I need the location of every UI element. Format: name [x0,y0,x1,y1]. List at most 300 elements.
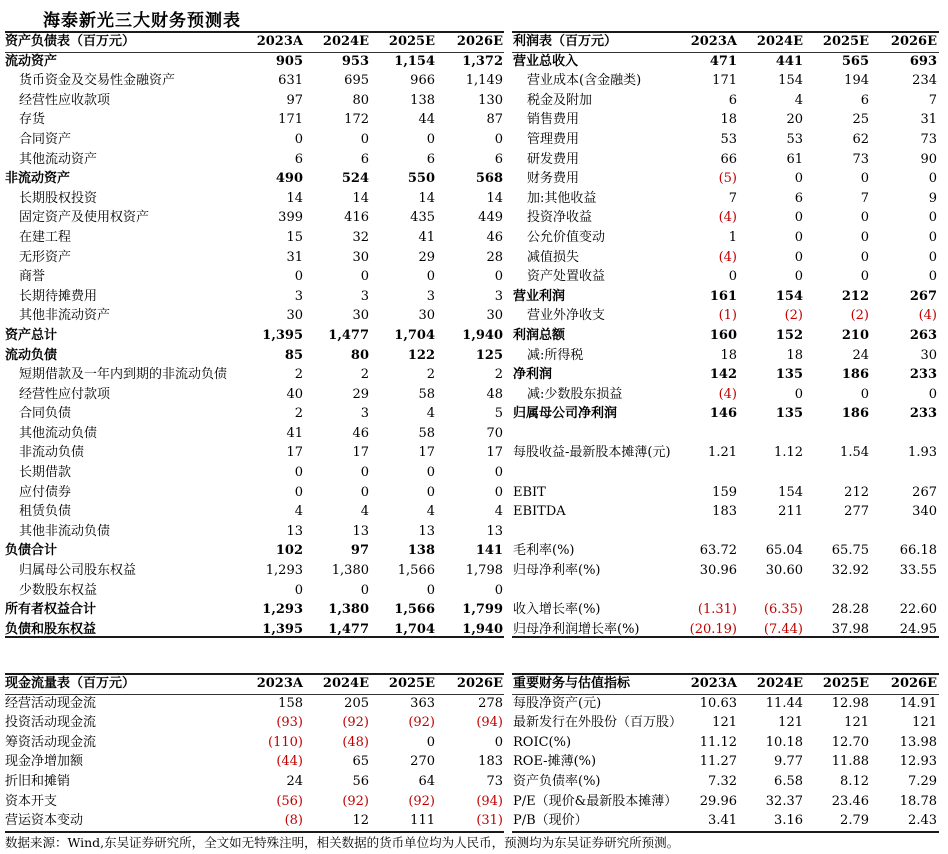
table-row [513,365,937,385]
table-row [5,600,503,620]
row-value: 14 [486,190,503,206]
table-row [513,483,937,503]
row-value: 56 [352,773,369,789]
row-label: 其他非流动负债 [19,523,111,539]
row-label: 销售费用 [527,112,580,128]
row-label: 长期借款 [19,465,72,481]
row-value: 135 [775,367,803,383]
row-label: 最新发行在外股份（百万股） [513,715,683,731]
row-value: 6 [860,92,869,108]
row-value: 61 [786,151,803,167]
row-value: 2 [494,367,503,383]
row-value: 46 [486,229,503,245]
row-value: 0 [426,269,435,285]
row-value: 267 [912,484,937,500]
row-value: 6 [794,190,803,206]
row-value: 135 [775,406,803,422]
row-label: 营业成本(含金融类) [527,73,642,89]
table-row [513,267,937,287]
table-row [5,792,503,812]
row-value: 1 [728,229,737,245]
row-value: 18 [786,347,803,363]
row-value: 146 [709,406,737,422]
row-value: (4) [718,210,737,226]
row-value: 2 [426,367,435,383]
row-value: 23.46 [831,793,869,809]
table-row [5,91,503,111]
table-row [513,694,937,714]
row-value: 28 [486,249,503,265]
row-value: 0 [494,131,503,147]
row-value: 30 [920,347,937,363]
row-value: 441 [775,53,803,69]
table-row [5,248,503,268]
row-value [803,581,869,601]
row-label: 商誉 [19,269,46,285]
row-value: 73 [852,151,869,167]
row-value: 3 [294,288,303,304]
row-value: 40 [286,386,303,402]
table-header-row [5,32,503,52]
row-value: 0 [494,734,503,750]
row-value: 37.98 [831,621,869,637]
row-label: 现金净增加额 [5,754,84,770]
row-label: 其他流动负债 [19,425,98,441]
row-value: 6 [494,151,503,167]
row-value: 13.98 [899,734,937,750]
header-year: 2023A [690,676,737,691]
row-label: ROIC(%) [513,734,572,750]
row-label: 流动资产 [5,53,58,69]
row-label: P/E（现价&最新股本摊薄） [513,793,678,809]
row-value: 6 [728,92,737,108]
row-value: 10.18 [765,734,803,750]
row-value: 12.70 [831,734,869,750]
row-value: (7.44) [763,621,803,637]
header-title: 利润表（百万元） [513,34,618,49]
row-value: 2 [360,367,369,383]
table-row [5,52,503,72]
row-value: 0 [860,386,869,402]
row-value: 24 [286,773,303,789]
row-label: 长期待摊费用 [19,288,98,304]
row-value: 66.18 [899,543,937,559]
row-value: (31) [476,813,503,829]
row-value: 0 [426,484,435,500]
table-row [513,385,937,405]
table-row [5,620,503,640]
row-label: 利润总额 [513,327,566,343]
row-value: 1,380 [331,563,369,579]
indicators-table [513,674,937,831]
row-value: 73 [920,131,937,147]
table-header-row [513,674,937,694]
row-value: 130 [478,92,503,108]
row-value: 15 [286,229,303,245]
row-value: (4) [718,249,737,265]
row-value: (110) [268,734,303,750]
row-value: 161 [709,288,737,304]
row-label: 筹资活动现金流 [5,734,97,750]
row-label: 减:少数股东损益 [527,386,623,402]
row-value: 0 [794,171,803,187]
row-label: 负债和股东权益 [5,621,97,637]
table-row [5,483,503,503]
row-value: 1,704 [394,621,435,637]
row-label: 营业利润 [513,288,566,304]
header-year: 2024E [756,34,803,49]
row-value: 1.21 [708,445,737,461]
table-row [5,169,503,189]
table-row [5,189,503,209]
table-row [5,811,503,831]
row-value: 7 [928,92,937,108]
row-value [737,522,803,542]
cashflow-table [5,674,503,831]
table-row [5,424,503,444]
row-value: 1,566 [394,602,435,618]
row-value: 30 [352,249,369,265]
row-value: 158 [278,695,303,711]
header-year: 2025E [388,676,435,691]
row-value: 2 [294,367,303,383]
row-label: 每股净资产(元) [513,695,602,711]
row-value: 25 [852,112,869,128]
row-value: 0 [928,229,937,245]
row-value: 160 [709,327,737,343]
row-label: 流动负债 [5,347,58,363]
row-value: 3 [360,406,369,422]
row-label: 长期股权投资 [19,190,98,206]
row-value: 31 [286,249,303,265]
row-value: (1.31) [697,602,737,618]
row-value: 62 [852,131,869,147]
row-value: 32.37 [765,793,803,809]
row-value: 1,799 [462,602,503,618]
table-row [5,306,503,326]
row-value: 2.79 [840,813,869,829]
row-label: P/B（现价） [513,813,588,829]
row-value: 28.28 [831,602,869,618]
row-value: 18 [720,112,737,128]
row-label: 营运资本变动 [5,813,84,829]
row-value: 58 [418,425,435,441]
row-label: 应付债券 [19,484,72,500]
header-year: 2023A [256,34,303,49]
row-value: 18 [720,347,737,363]
row-value: 7.29 [908,773,937,789]
row-value: 471 [709,53,737,69]
table-row [513,306,937,326]
row-value: 121 [844,715,869,731]
row-value: 20 [786,112,803,128]
row-value: 0 [794,249,803,265]
row-value: 154 [778,484,803,500]
header-year: 2026E [456,676,503,691]
row-value: 4 [360,504,369,520]
row-value: (4) [918,308,937,324]
row-value: 0 [794,386,803,402]
header-year: 2025E [388,34,435,49]
row-value [803,522,869,542]
row-value: 171 [712,73,737,89]
row-label: 研发费用 [527,151,580,167]
row-value: 29.96 [699,793,737,809]
table-row [5,130,503,150]
row-value: 159 [712,484,737,500]
row-value: 18.78 [899,793,937,809]
row-value: 1.93 [908,445,937,461]
row-label: 折旧和摊销 [5,773,71,789]
row-value: 0 [794,229,803,245]
row-value: (2) [850,308,869,324]
row-value: (92) [342,715,369,731]
row-value: 172 [344,112,369,128]
table-row [513,91,937,111]
row-value: 183 [478,754,503,770]
header-year: 2024E [756,676,803,691]
row-label: ROE-摊薄(%) [513,754,597,770]
row-value: 0 [860,229,869,245]
header-year: 2023A [690,34,737,49]
row-value: 0 [360,582,369,598]
row-value: 1,293 [262,602,303,618]
table-row [5,150,503,170]
row-value: 32.92 [831,563,869,579]
row-value: 0 [860,269,869,285]
row-value: 24 [852,347,869,363]
row-value: 0 [860,210,869,226]
row-value: 0 [360,484,369,500]
row-value: 97 [350,543,369,559]
row-value: 65 [352,754,369,770]
row-value: 30 [486,308,503,324]
table-row [513,561,937,581]
row-value: 87 [486,112,503,128]
row-value: 7 [728,190,737,206]
row-label: 少数股东权益 [19,582,98,598]
row-value: 138 [410,92,435,108]
row-label: 经营性应付款项 [19,386,111,402]
row-label: 经营性应收款项 [19,92,111,108]
row-value: 0 [494,582,503,598]
row-label [513,581,671,601]
row-value: 278 [478,695,503,711]
row-label: EBIT [513,484,546,500]
row-value: (1) [718,308,737,324]
row-value: 0 [426,582,435,598]
row-label: 合同负债 [19,406,72,422]
table-row [5,110,503,130]
row-value: 1,380 [328,602,369,618]
row-value: 30 [418,308,435,324]
row-value: 7 [860,190,869,206]
row-value: (92) [408,715,435,731]
row-value: 211 [778,504,803,520]
row-value: 102 [275,543,303,559]
row-value: 205 [344,695,369,711]
row-label: 归属母公司净利润 [513,406,618,422]
row-label: 无形资产 [19,249,72,265]
row-value: 171 [278,112,303,128]
row-value: 1,477 [328,327,369,343]
row-value: 399 [278,210,303,226]
row-value: 154 [775,288,803,304]
table-row [5,385,503,405]
table-header-row [513,32,937,52]
row-value: 30 [352,308,369,324]
header-year: 2025E [822,676,869,691]
row-label: 合同资产 [19,131,72,147]
row-value: 9.77 [774,754,803,770]
row-value: 4 [494,504,503,520]
row-value [737,424,803,444]
table-row [513,772,937,792]
row-value: 3 [426,288,435,304]
row-value: (2) [784,308,803,324]
table-row [513,733,937,753]
row-value: 64 [418,773,435,789]
row-value [803,463,869,483]
row-value: 90 [920,151,937,167]
row-value [737,463,803,483]
table-row [513,541,937,561]
row-label: 负债合计 [5,543,58,559]
row-value: 4 [426,406,435,422]
table-row [5,694,503,714]
row-value: 490 [275,171,303,187]
row-label: 公允价值变动 [527,229,606,245]
row-value: 97 [286,92,303,108]
row-value: 14.91 [899,695,937,711]
row-value: 12.93 [899,754,937,770]
table-row [5,541,503,561]
row-value: 1,395 [262,327,303,343]
row-value: 53 [720,131,737,147]
row-label: 存货 [19,112,46,128]
table-header-row [5,674,503,694]
row-value: 122 [407,347,435,363]
row-label: 固定资产及使用权资产 [19,210,150,226]
row-label: 归母净利率(%) [513,563,601,579]
row-value: 80 [352,92,369,108]
row-value: 46 [352,425,369,441]
row-label: 税金及附加 [527,92,593,108]
row-value: (94) [476,715,503,731]
table-row [513,424,937,444]
row-value: 152 [775,327,803,343]
row-value: 29 [352,386,369,402]
row-value: 63.72 [699,543,737,559]
row-value: 0 [294,484,303,500]
row-value: (6.35) [763,602,803,618]
row-value: 0 [928,386,937,402]
row-value: 210 [841,327,869,343]
row-value: 0 [928,171,937,187]
row-label: 加:其他收益 [527,190,597,206]
row-label: 非流动资产 [5,171,71,187]
row-label: 资产处置收益 [527,269,606,285]
row-value: 11.44 [765,695,803,711]
row-value: 0 [728,269,737,285]
row-value [869,463,937,483]
row-value: 48 [486,386,503,402]
row-value: 142 [709,367,737,383]
row-value: 194 [844,73,869,89]
row-value: 2 [294,406,303,422]
row-value: 550 [407,171,435,187]
row-value: 0 [494,484,503,500]
row-label: 管理费用 [527,131,580,147]
row-value: 263 [909,327,937,343]
row-value: (5) [718,171,737,187]
row-value: 11.88 [831,754,869,770]
row-value: 3.16 [774,813,803,829]
row-value: 0 [360,465,369,481]
row-value: 0 [360,131,369,147]
row-label [513,463,671,483]
row-value: 9 [928,190,937,206]
row-value: 154 [778,73,803,89]
row-value: 66 [720,151,737,167]
row-value: 270 [410,754,435,770]
row-value: 0 [794,210,803,226]
row-value [869,581,937,601]
table-row [513,346,937,366]
row-value: 11.27 [699,754,737,770]
row-value: (48) [342,734,369,750]
row-value: 277 [844,504,869,520]
row-value: 0 [794,269,803,285]
table-row [5,71,503,91]
row-label: 所有者权益合计 [5,602,97,618]
row-label: 经营活动现金流 [5,695,97,711]
row-value: 80 [350,347,369,363]
row-value: 138 [407,543,435,559]
table-row [5,502,503,522]
row-value: 141 [475,543,503,559]
table-row [5,346,503,366]
table-row [5,752,503,772]
row-label: 在建工程 [19,229,72,245]
row-value: 233 [909,367,937,383]
row-value: (93) [276,715,303,731]
row-value: 17 [352,445,369,461]
row-value: 12 [352,813,369,829]
row-value: 0 [860,171,869,187]
table-row [513,326,937,346]
row-value: (4) [718,386,737,402]
row-value: 0 [294,465,303,481]
table-row [513,713,937,733]
row-value: 0 [494,465,503,481]
table-row [5,326,503,346]
table-row [5,208,503,228]
table-row [513,620,937,640]
row-value: 1.54 [840,445,869,461]
row-label [513,424,671,444]
row-value: 7.32 [708,773,737,789]
row-value: 14 [352,190,369,206]
header-year: 2023A [256,676,303,691]
row-value [803,424,869,444]
row-value: 693 [909,53,937,69]
row-value: 30.96 [699,563,737,579]
row-value: 267 [909,288,937,304]
row-value: 17 [486,445,503,461]
row-label: 减值损失 [527,249,580,265]
row-value: 11.12 [699,734,737,750]
